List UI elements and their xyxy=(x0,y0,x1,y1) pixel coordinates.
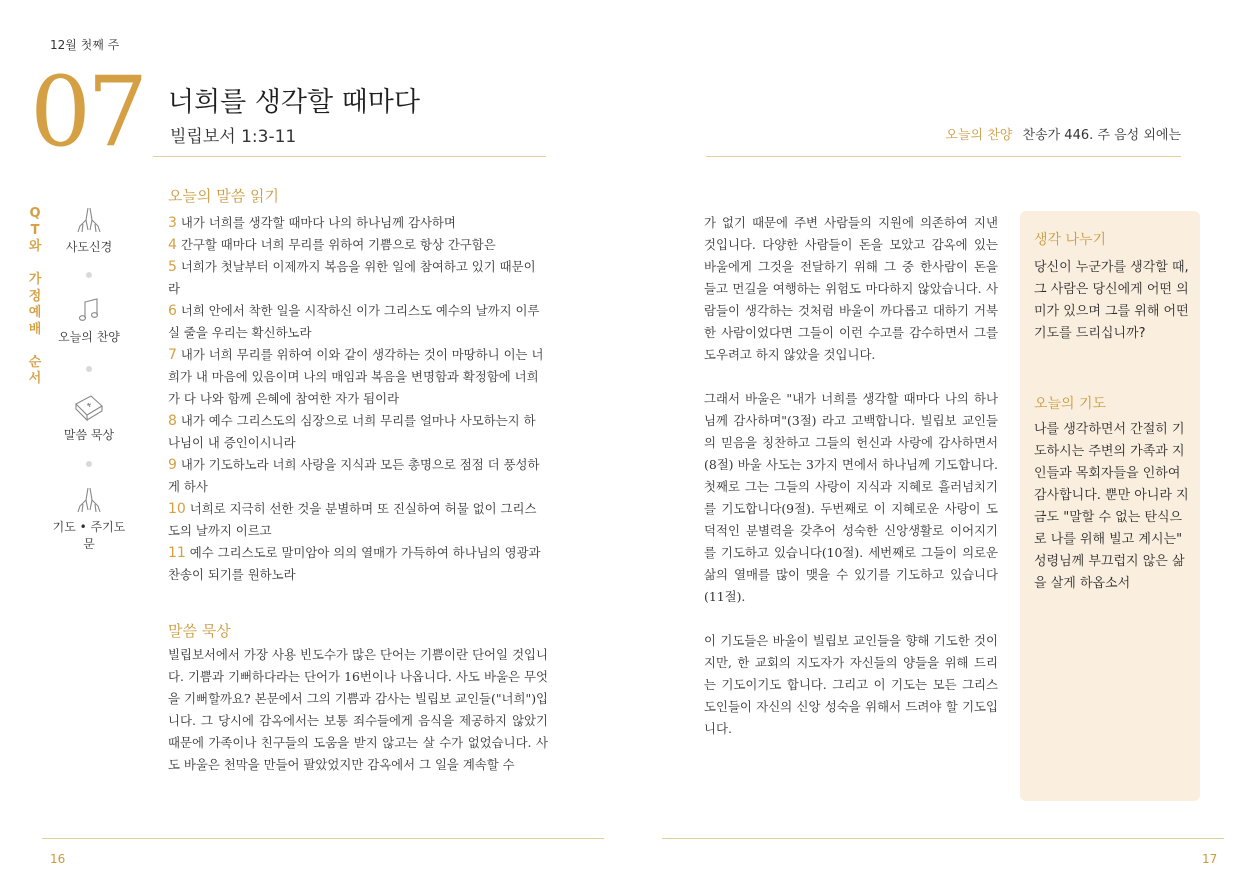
verse-text: 너희 안에서 착한 일을 시작하신 이가 그리스도 예수의 날까지 이루실 줄을 우리는 확신하노라 xyxy=(168,303,540,340)
verse-number: 9 xyxy=(168,457,177,473)
footer-divider-left xyxy=(42,838,604,839)
verse-text: 예수 그리스도로 말미암아 의의 열매가 가득하여 하나님의 영광과 찬송이 되기를 원하노라 xyxy=(168,545,541,582)
verse-number: 11 xyxy=(168,545,186,561)
praying-hands-icon xyxy=(74,486,104,514)
verse-text: 내가 예수 그리스도의 심장으로 너희 무리를 얼마나 사모하는지 하나님이 내 증인이시니라 xyxy=(168,413,536,450)
sidebar-item-label: 말씀 묵상 xyxy=(63,428,115,442)
reading-title: 오늘의 말씀 읽기 xyxy=(168,187,279,205)
music-note-icon xyxy=(74,296,104,324)
meditation-paragraph: 이 기도들은 바울이 빌립보 교인들을 향해 기도한 것이지만, 한 교회의 지도자가 자신들의 양들을 위해 드리는 기도이기도 합니다. 그리고 이 기도는 모든 그리스도인들이 자신의 신앙 성숙을 위해서 드려야 할 기도입니다. xyxy=(704,633,998,736)
vlabel-char: 예 xyxy=(28,305,42,320)
footer-divider-right xyxy=(662,838,1224,839)
meditation-paragraph: 가 없기 때문에 주변 사람들의 지원에 의존하여 지낸 것입니다. 다양한 사람들이 돈을 모았고 감옥에 있는 바울에게 그것을 전달하기 위해 그 중 한사람이 돈을 들고 먼길을 여행하는 위험도 마다하지 않았습니다. 사람들이 생각하는 것처럼 바울이 까다롭고 대하기 거북한 사람이었다면 그들이 이런 수고를 감수하면서 그를 도우려고 하지 않았을 것입니다. xyxy=(704,215,998,362)
sharing-text: 당신이 누군가를 생각할 때, 그 사람은 당신에게 어떤 의미가 있으며 그를 위해 어떤 기도를 드리십니까? xyxy=(1034,260,1189,341)
praise-song: 찬송가 446. 주 음성 외에는 xyxy=(1022,128,1181,143)
vlabel-char: 순 xyxy=(28,354,42,370)
praying-hands-icon xyxy=(74,206,104,234)
verse-text: 너희로 지극히 선한 것을 분별하며 또 진실하여 허물 없이 그리스도의 날까지 이르고 xyxy=(168,501,537,538)
vlabel-char: 와 xyxy=(28,239,42,254)
sidebar-item-label: 오늘의 찬양 xyxy=(58,330,120,344)
verse xyxy=(168,212,546,234)
verse xyxy=(168,498,546,542)
divider-dot xyxy=(86,461,92,467)
verse-number: 8 xyxy=(168,413,177,429)
verse-number: 10 xyxy=(168,501,186,517)
verse-number: 3 xyxy=(168,215,177,231)
vlabel-char: 서 xyxy=(28,371,42,386)
sidebar-item-praise xyxy=(52,296,126,345)
meditation-text-left: 빌립보서에서 가장 사용 빈도수가 많은 단어는 기쁨이란 단어일 것입니다. 기쁨과 기뻐하다라는 단어가 16번이나 나옵니다. 사도 바울은 무엇을 기뻐할까요? 본문에서 그의 기쁨과 감사는 빌립보 교인들("너희")입니다. 그 당시에 감옥에서는 보통 죄수들에게 음식을 제공하지 않았기 때문에 가족이나 친구들의 도움을 받지 않고는 살 수가 없었습니다. 사도 바울은 천막을 만들어 팔았었지만 감옥에서 그 일을 계속할 수 xyxy=(168,647,548,772)
vlabel-char: 가 xyxy=(28,272,42,287)
verse-number: 7 xyxy=(168,347,177,363)
verse-text: 너희가 첫날부터 이제까지 복음을 위한 일에 참여하고 있기 때문이라 xyxy=(168,259,536,296)
week-label: 12월 첫째 주 xyxy=(50,38,120,52)
verse xyxy=(168,344,546,410)
verse-number: 4 xyxy=(168,237,177,253)
prayer-text: 나를 생각하면서 간절히 기도하시는 주변의 가족과 지인들과 목회자들을 인하여 감사합니다. 뿐만 아니라 지금도 "말할 수 없는 탄식으로 나를 위해 빌고 계시는" 성령님께 부끄럽지 않은 삶을 살게 하옵소서 xyxy=(1034,422,1189,591)
scripture-reference: 빌립보서 1:3-11 xyxy=(170,127,297,147)
page-number-right: 17 xyxy=(1202,852,1218,866)
divider-dot xyxy=(86,366,92,372)
reflection-box xyxy=(1020,211,1200,801)
prayer-title: 오늘의 기도 xyxy=(1034,396,1107,412)
verse xyxy=(168,300,546,344)
verse-number: 6 xyxy=(168,303,177,319)
divider-dot xyxy=(86,272,92,278)
verse xyxy=(168,410,546,454)
verse xyxy=(168,234,546,256)
meditation-paragraph: 그래서 바울은 "내가 너희를 생각할 때마다 나의 하나님께 감사하며"(3절) 라고 고백합니다. 빌립보 교인들의 믿음을 칭찬하고 그들의 헌신과 사랑에 감사하면서(8절) 바울 사도는 3가지 면에서 하나님께 기도합니다. 첫째로 그는 그들의 사랑이 지식과 지혜로 흘러넘치기를 기도합니다(9절). 두번째로 이 지혜로운 사랑이 도덕적인 분별력을 갖추어 성숙한 신앙생활로 이어지기를 기도하고 있습니다(10절). 세번째로 그들이 의로운 삶의 열매를 많이 맺을 수 있기를 기도하고 있습니다(11절). xyxy=(704,391,998,604)
verse xyxy=(168,542,546,586)
todays-praise xyxy=(945,124,1181,143)
vlabel-char: T xyxy=(30,222,40,238)
meditation-title: 말씀 묵상 xyxy=(168,622,231,640)
sidebar-item-meditation xyxy=(52,392,126,443)
page-title: 너희를 생각할 때마다 xyxy=(168,87,420,118)
sidebar-item-prayer xyxy=(52,486,126,552)
sidebar-item-label: 사도신경 xyxy=(65,240,113,254)
bible-icon xyxy=(73,392,105,422)
meditation-text-right xyxy=(704,212,998,762)
header-divider-right xyxy=(706,156,1181,157)
vlabel-gap xyxy=(28,338,42,355)
day-number: 07 xyxy=(30,56,145,168)
vlabel-char: Q xyxy=(29,206,41,221)
qt-worship-order-label xyxy=(28,206,42,388)
verse-text: 간구할 때마다 너희 무리를 위하여 기쁨으로 항상 간구함은 xyxy=(180,237,496,252)
vlabel-char: 정 xyxy=(28,288,42,304)
verse xyxy=(168,454,546,498)
verse-text: 내가 너희 무리를 위하여 이와 같이 생각하는 것이 마땅하니 이는 너희가 내 마음에 있음이며 나의 매임과 복음을 변명함과 확정함에 너희가 다 나와 함께 은혜에 참여한 자가 됨이라 xyxy=(168,347,544,406)
verse-list xyxy=(168,212,546,586)
verse-text: 내가 너희를 생각할 때마다 나의 하나님께 감사하며 xyxy=(180,215,456,230)
vlabel-gap xyxy=(28,256,42,273)
verse-number: 5 xyxy=(168,259,177,275)
sidebar-item-label: 기도 • 주기도문 xyxy=(52,520,126,551)
vlabel-char: 배 xyxy=(28,321,42,337)
praise-label: 오늘의 찬양 xyxy=(945,128,1013,143)
verse xyxy=(168,256,546,300)
header-divider-left xyxy=(153,156,546,157)
sidebar-item-creed xyxy=(52,206,126,255)
page-number-left: 16 xyxy=(50,852,66,866)
verse-text: 내가 기도하노라 너희 사랑을 지식과 모든 총명으로 점점 더 풍성하게 하사 xyxy=(168,457,540,494)
sharing-title: 생각 나누기 xyxy=(1034,232,1107,248)
